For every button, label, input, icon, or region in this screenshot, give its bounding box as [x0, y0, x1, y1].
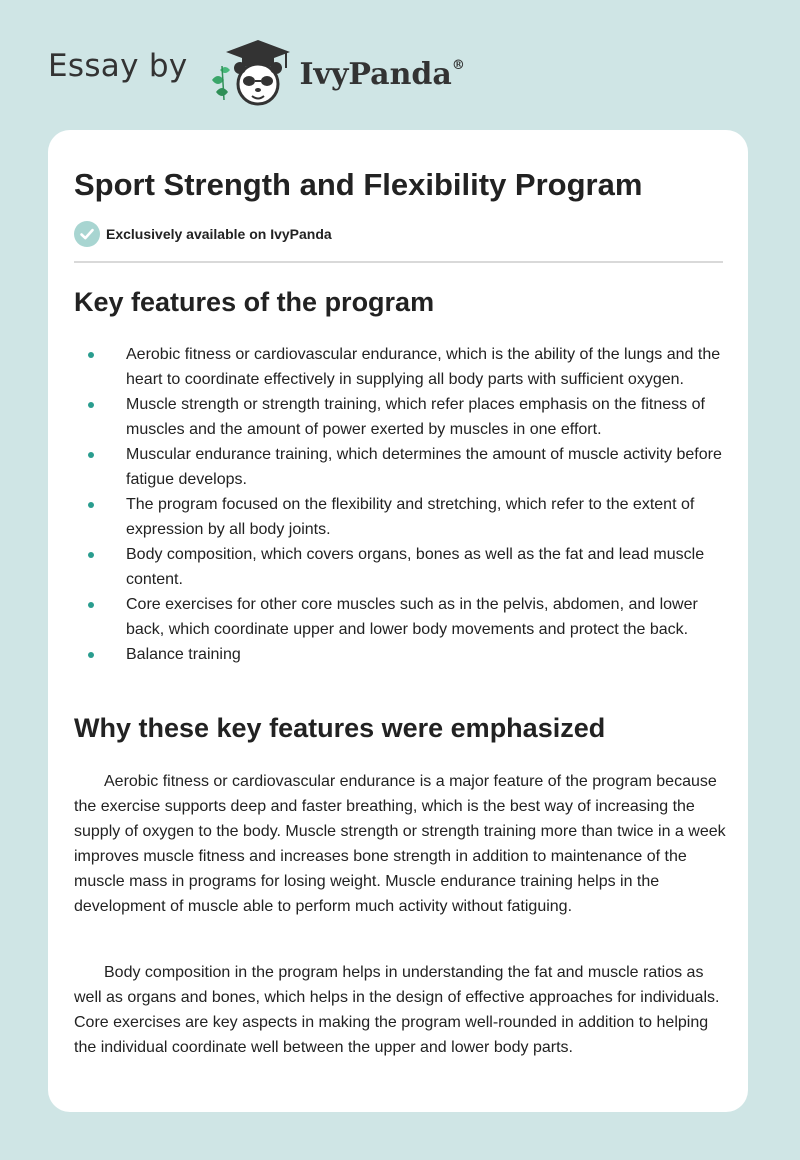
body-paragraph: Body composition in the program helps in understanding the fat and muscle ratios as well as organs and bones, which helps in the design of effective approaches for individuals. Core exercises are key aspects in making the program well-rounded in addition to helping the individual coordinate well between the upper and lower body parts. [74, 964, 720, 1056]
check-circle-icon [74, 221, 100, 247]
list-item: Muscle strength or strength training, which refer places emphasis on the fitness of muscles and the amount of power exerted by muscles in one effort. [74, 392, 734, 442]
registered-mark: ® [451, 57, 465, 73]
exclusive-badge [74, 221, 332, 247]
list-item: Body composition, which covers organs, bones as well as the fat and lead muscle content. [74, 542, 734, 592]
bullet-icon [88, 652, 94, 658]
list-item: Aerobic fitness or cardiovascular endurance, which is the ability of the lungs and the heart to coordinate effectively in supplying all body parts with sufficient oxygen. [74, 342, 734, 392]
brand-header[interactable] [48, 36, 465, 108]
badge-text: Exclusively available on IvyPanda [106, 226, 332, 242]
divider [74, 261, 723, 263]
bullet-icon [88, 552, 94, 558]
feature-list [74, 342, 734, 667]
list-item: Muscular endurance training, which determines the amount of muscle activity before fatigue develops. [74, 442, 734, 492]
bullet-icon [88, 502, 94, 508]
brand-prefix: Essay by [48, 48, 188, 84]
bullet-icon [88, 352, 94, 358]
section-heading-why-emphasized: Why these key features were emphasized [74, 713, 606, 743]
list-item: Core exercises for other core muscles such as in the pelvis, abdomen, and lower back, which coordinate upper and lower body movements and protect the back. [74, 592, 734, 642]
brand-name: IvyPanda® [299, 56, 465, 92]
section-heading-key-features: Key features of the program [74, 287, 435, 317]
list-item: The program focused on the flexibility and stretching, which refer to the extent of expression by all body joints. [74, 492, 734, 542]
article-card [48, 130, 748, 1112]
bullet-icon [88, 602, 94, 608]
bullet-icon [88, 452, 94, 458]
body-paragraph: Aerobic fitness or cardiovascular endurance is a major feature of the program because the exercise supports deep and faster breathing, which is the best way of increasing the supply of oxygen to the body. Muscle strength or strength training more than twice in a week improves muscle fitness and increases bone strength in addition to maintenance of the muscle mass in programs for losing weight. Muscle endurance training helps in the development of muscle able to perform much activity without fatiguing. [74, 773, 726, 915]
list-item: Balance training [74, 642, 734, 667]
bullet-icon [88, 402, 94, 408]
page-title: Sport Strength and Flexibility Program [74, 167, 643, 202]
panda-graduate-logo-icon [204, 36, 296, 108]
